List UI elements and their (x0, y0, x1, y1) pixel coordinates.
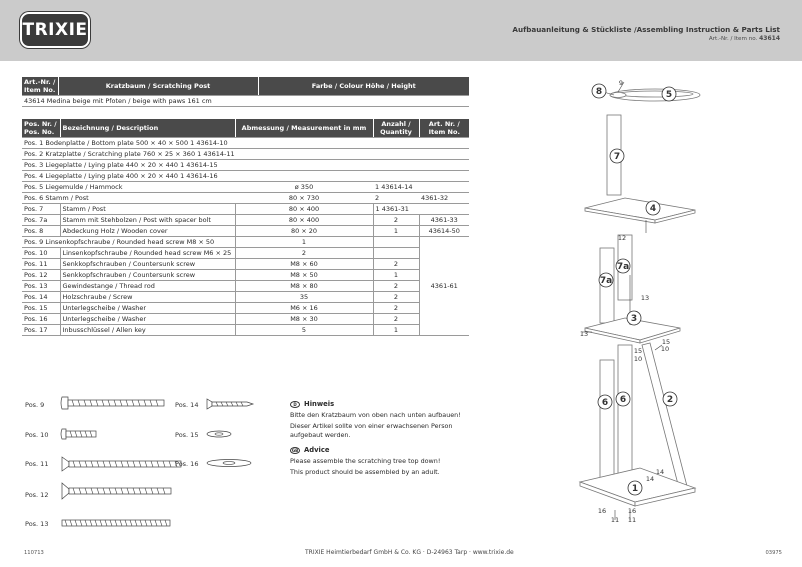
callout-label: 1 (631, 484, 639, 494)
callout-label: 16 (627, 507, 637, 515)
note-heading-de: D Hinweis (290, 400, 470, 408)
hardware-label: Pos. 12 (25, 491, 49, 499)
callout-label: 14 (645, 475, 655, 483)
callout-label: 7a (599, 276, 613, 286)
footer-company: TRIXIE Heimtierbedarf GmbH & Co. KG · D-24963 Tarp · www.trixie.de (305, 549, 514, 556)
callout-label: 3 (630, 314, 638, 324)
screw-pos11-icon (60, 456, 185, 472)
note-heading-gb: GB Advice (291, 446, 330, 454)
note-text: Please assemble the scratching tree top down! (290, 457, 441, 465)
table-row: Pos. 6 Stamm / Post 80 × 730 2 4361-32 (22, 192, 469, 203)
callout-label: 13 (579, 330, 589, 338)
callout-label: 7a (616, 262, 630, 272)
hardware-label: Pos. 13 (25, 520, 49, 528)
callout-label: 4 (649, 204, 657, 214)
hardware-label: Pos. 16 (175, 460, 199, 468)
callout-label: 16 (597, 507, 607, 515)
note-text: This product should be assembled by an adult. (290, 468, 440, 476)
callout-label: 5 (665, 90, 673, 100)
screw-pos10-icon (60, 426, 100, 442)
assembly-diagram (570, 70, 795, 540)
callout-label: 12 (617, 234, 627, 242)
table-row: Pos. 14 Holzschraube / Screw 35 2 (22, 291, 469, 302)
callout-label: 14 (655, 468, 665, 476)
callout-label: 15 (633, 347, 643, 355)
callout-label: 9 (618, 79, 624, 87)
table-row: Pos. 17 Inbusschlüssel / Allen key 5 1 (22, 324, 469, 335)
hardware-label: Pos. 15 (175, 431, 199, 439)
table-row: Pos. 8 Abdeckung Holz / Wooden cover 80 × 20 1 43614-50 (22, 225, 469, 236)
hardware-illustrations (22, 395, 292, 535)
hardware-label: Pos. 11 (25, 460, 49, 468)
article-table (22, 77, 469, 107)
table-row: Pos. 7a Stamm mit Stehbolzen / Post with spacer bolt 80 × 400 2 4361-33 (22, 214, 469, 225)
note-text: Bitte den Kratzbaum von oben nach unten aufbauen! (290, 411, 461, 419)
assembly-notes (290, 400, 470, 477)
callout-label: 7 (613, 152, 621, 162)
callout-label: 2 (666, 395, 674, 405)
table-row: Pos. 9 Linsenkopfschraube / Rounded head screw M8 × 50 1 4361-61 (22, 236, 469, 247)
screw-pos12-icon (60, 481, 175, 501)
table-row: Pos. 2 Kratzplatte / Scratching plate 760 × 25 × 360 1 43614-11 (22, 148, 469, 159)
wood-screw-pos14-icon (205, 397, 255, 411)
callout-label: 8 (595, 87, 603, 97)
callout-label: 11 (627, 516, 637, 524)
washer-pos16-icon (205, 457, 255, 469)
post-6-shape (600, 360, 614, 485)
washer-pos15-icon (205, 428, 235, 440)
table-row: Pos. 10 Linsenkopfschraube / Rounded head screw M6 × 25 2 (22, 247, 469, 258)
scratching-plate-2-shape (642, 343, 688, 492)
table-row: Pos. 16 Unterlegscheibe / Washer M8 × 30 2 (22, 313, 469, 324)
footer-code-left: 110713 (24, 550, 44, 556)
flag-de-icon: D (290, 401, 300, 408)
note-text: Dieser Artikel sollte von einer erwachsenen Person aufgebaut werden. (290, 422, 453, 439)
hardware-label: Pos. 10 (25, 431, 49, 439)
hardware-label: Pos. 9 (25, 401, 45, 409)
callout-label: 10 (660, 345, 670, 353)
callout-label: 6 (619, 395, 627, 405)
table-row: Pos. 12 Senkkopfschrauben / Countersunk screw M8 × 50 1 (22, 269, 469, 280)
screw-pos9-icon (60, 395, 170, 411)
callout-label: 13 (640, 294, 650, 302)
article-table-header: Art.-Nr. / Item No. Kratzbaum / Scratching Post Farbe / Colour Höhe / Height (22, 77, 469, 95)
cover-shape (610, 93, 626, 98)
callout-label: 15 (661, 338, 671, 346)
hardware-label: Pos. 14 (175, 401, 199, 409)
item-number-line: Art.-Nr. / Item no. 43614 (708, 35, 780, 42)
table-row: Pos. 7 Stamm / Post 80 × 400 1 4361-31 (22, 203, 469, 214)
trixie-logo: TRIXIE (20, 12, 90, 48)
thread-rod-pos13-icon (60, 517, 175, 529)
table-row: Pos. 15 Unterlegscheibe / Washer M6 × 16 2 (22, 302, 469, 313)
callout-label: 6 (601, 398, 609, 408)
parts-table (22, 119, 469, 336)
table-row: Pos. 11 Senkkopfschrauben / Countersunk screw M8 × 60 2 (22, 258, 469, 269)
table-row: Pos. 13 Gewindestange / Thread rod M8 × 80 2 (22, 280, 469, 291)
footer-code-right: 03975 (765, 550, 782, 556)
callout-label: 10 (633, 355, 643, 363)
callout-label: 11 (610, 516, 620, 524)
post-6-shape (618, 345, 632, 475)
article-row: 43614 Medina beige mit Pfoten / beige with paws 161 cm (22, 95, 469, 106)
table-row: Pos. 4 Liegeplatte / Lying plate 400 × 20 × 440 1 43614-16 (22, 170, 469, 181)
parts-table-header: Pos. Nr. / Pos. No. Bezeichnung / Description Abmessung / Measurement in mm Anzahl / Quantity Art. Nr. / Item No. (22, 119, 469, 137)
flag-gb-icon: GB (291, 447, 299, 453)
header-bar (0, 0, 802, 61)
table-row: Pos. 3 Liegeplatte / Lying plate 440 × 20 × 440 1 43614-15 (22, 159, 469, 170)
table-row: Pos. 1 Bodenplatte / Bottom plate 500 × 40 × 500 1 43614-10 (22, 137, 469, 148)
table-row: Pos. 5 Liegemulde / Hammock ø 350 1 43614-14 (22, 181, 469, 192)
document-title: Aufbauanleitung & Stückliste /Assembling Instruction & Parts List (512, 25, 780, 34)
